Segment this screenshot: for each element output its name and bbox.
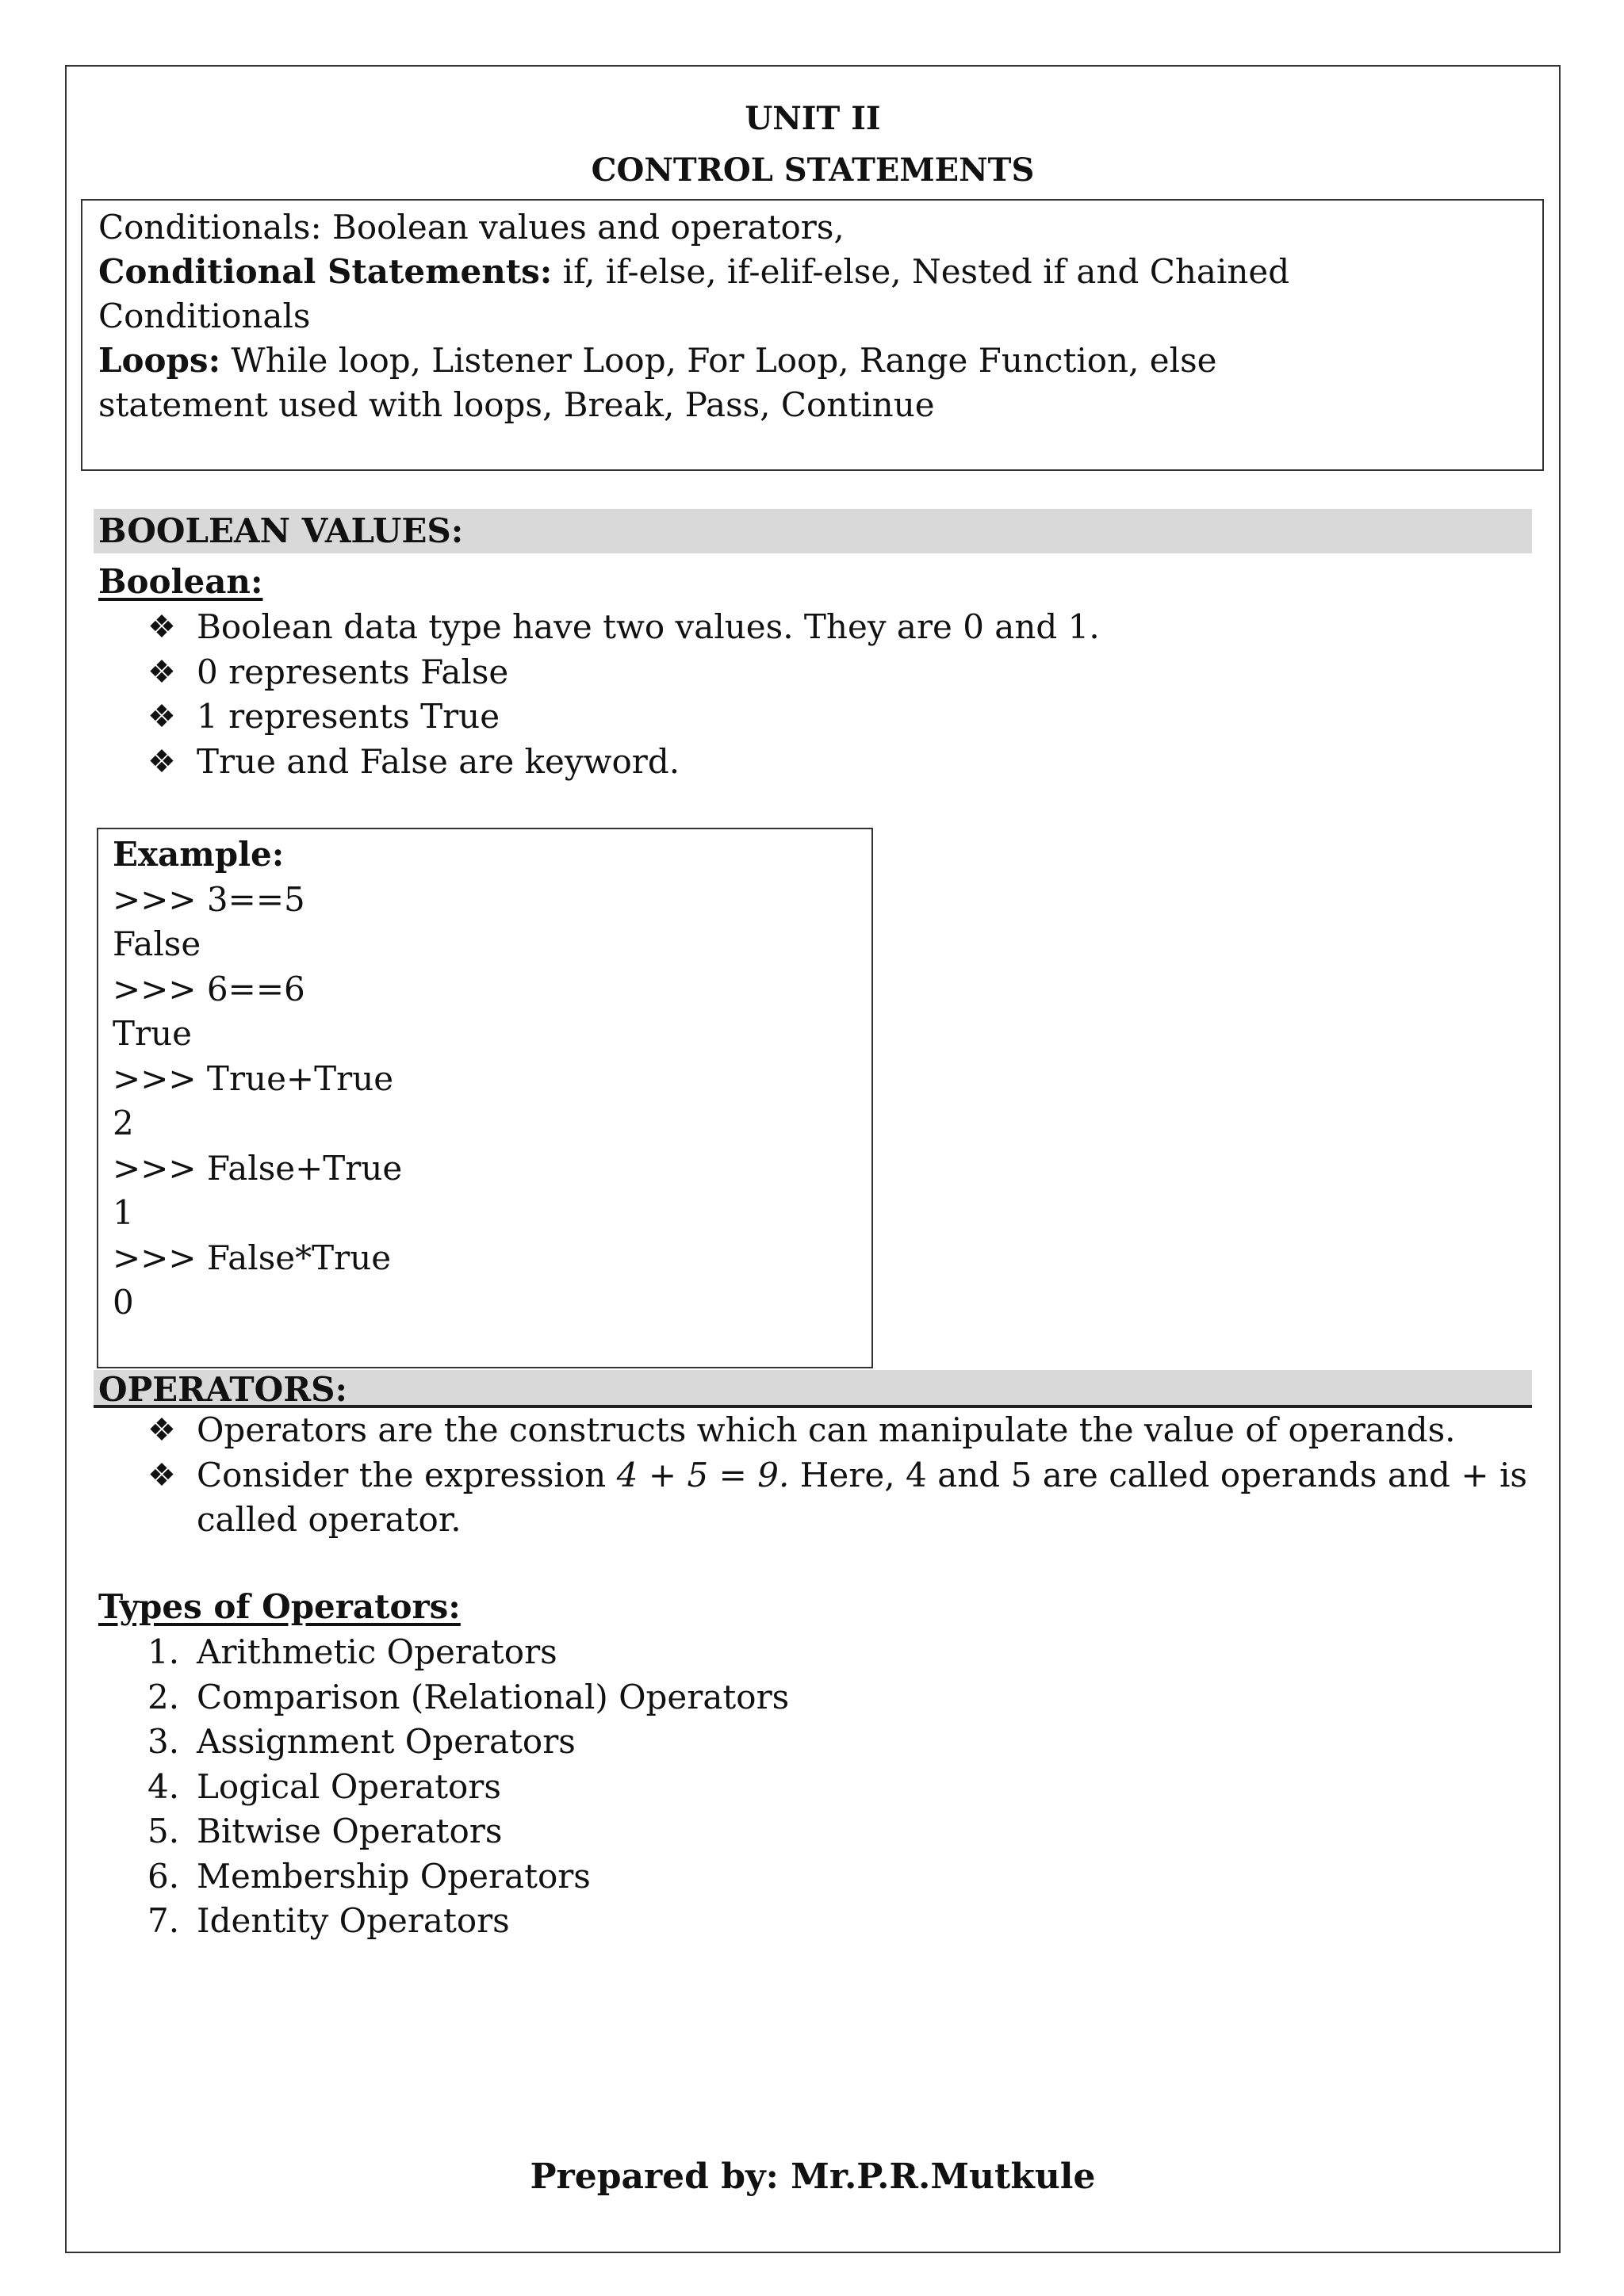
item-number: 7.: [147, 1901, 180, 1940]
list-item: [147, 650, 1527, 695]
syllabus-conditional-line: [98, 250, 1526, 294]
example-line: True: [113, 1014, 192, 1053]
example-line: False: [113, 924, 201, 963]
bullet-text: Boolean data type have two values. They are 0 and 1.: [197, 607, 1100, 646]
bullet-text: True and False are keyword.: [197, 741, 680, 781]
list-item: [147, 1453, 1527, 1543]
expression: 4 + 5 = 9.: [616, 1455, 790, 1494]
example-line: 2: [113, 1104, 134, 1142]
item-number: 4.: [147, 1766, 180, 1806]
example-line: >>> 3==5: [113, 879, 305, 919]
types-list: [147, 1630, 789, 1944]
expression-intro: Consider the expression: [197, 1455, 617, 1494]
types-subheading: Types of Operators:: [98, 1587, 461, 1626]
list-item: [147, 1854, 789, 1900]
item-number: 2.: [147, 1677, 180, 1716]
example-title: Example:: [113, 835, 285, 874]
syllabus-conditional-line-2: Conditionals: [98, 297, 311, 335]
diamond-bullet-icon: ❖: [147, 698, 176, 735]
list-item: [147, 1809, 789, 1854]
diamond-bullet-icon: ❖: [147, 609, 176, 645]
list-item: [147, 1720, 789, 1765]
bullet-text: [197, 1453, 1527, 1543]
item-label: Logical Operators: [197, 1766, 501, 1806]
syllabus-box: [81, 199, 1544, 471]
operators-heading: OPERATORS:: [94, 1370, 1532, 1408]
item-label: Bitwise Operators: [197, 1812, 503, 1850]
bullet-text: 0 represents False: [197, 652, 509, 691]
list-item: [147, 1675, 789, 1720]
loops-text: While loop, Listener Loop, For Loop, Range Function, else: [220, 341, 1217, 380]
item-label: Arithmetic Operators: [197, 1632, 557, 1671]
item-number: 5.: [147, 1812, 180, 1850]
list-item: [147, 1899, 789, 1944]
bullet-text: Operators are the constructs which can manipulate the value of operands.: [197, 1410, 1456, 1449]
diamond-bullet-icon: ❖: [147, 1456, 176, 1494]
syllabus-loops-line: [98, 339, 1526, 383]
unit-title: UNIT II: [745, 100, 881, 137]
example-line: 0: [113, 1283, 134, 1322]
loops-label: Loops:: [98, 341, 221, 380]
footer-author: Prepared by: Mr.P.R.Mutkule: [530, 2156, 1096, 2197]
list-item: [147, 1630, 789, 1675]
operators-bullet-list: [147, 1408, 1527, 1543]
conditional-label: Conditional Statements:: [98, 252, 553, 291]
item-label: Membership Operators: [197, 1856, 591, 1896]
example-line: >>> False+True: [113, 1148, 403, 1188]
item-number: 6.: [147, 1856, 180, 1896]
example-line: >>> 6==6: [113, 969, 305, 1008]
example-line: >>> True+True: [113, 1058, 394, 1098]
syllabus-loops-line-2: statement used with loops, Break, Pass, Continue: [98, 385, 935, 424]
list-item: [147, 740, 1527, 785]
syllabus-line-1: Conditionals: Boolean values and operators,: [98, 208, 845, 247]
list-item: [147, 605, 1527, 650]
list-item: [147, 695, 1527, 740]
list-item: [147, 1408, 1527, 1453]
example-line: 1: [113, 1193, 134, 1232]
expression-explanation: Here, 4 and 5 are called operands and + is called operator.: [197, 1455, 1527, 1539]
example-box: [97, 828, 873, 1368]
diamond-bullet-icon: ❖: [147, 653, 176, 691]
example-line: >>> False*True: [113, 1238, 392, 1277]
boolean-bullet-list: [147, 605, 1527, 784]
boolean-values-heading: BOOLEAN VALUES:: [94, 509, 1532, 553]
item-number: 3.: [147, 1722, 180, 1761]
item-number: 1.: [147, 1632, 180, 1671]
item-label: Assignment Operators: [197, 1722, 576, 1761]
conditional-text: if, if-else, if-elif-else, Nested if and Chained: [552, 252, 1290, 291]
boolean-subheading: Boolean:: [98, 562, 263, 601]
diamond-bullet-icon: ❖: [147, 1412, 176, 1448]
page-title: CONTROL STATEMENTS: [591, 151, 1035, 189]
diamond-bullet-icon: ❖: [147, 743, 176, 780]
item-label: Comparison (Relational) Operators: [197, 1677, 790, 1716]
item-label: Identity Operators: [197, 1901, 510, 1940]
list-item: [147, 1765, 789, 1810]
bullet-text: 1 represents True: [197, 697, 500, 736]
